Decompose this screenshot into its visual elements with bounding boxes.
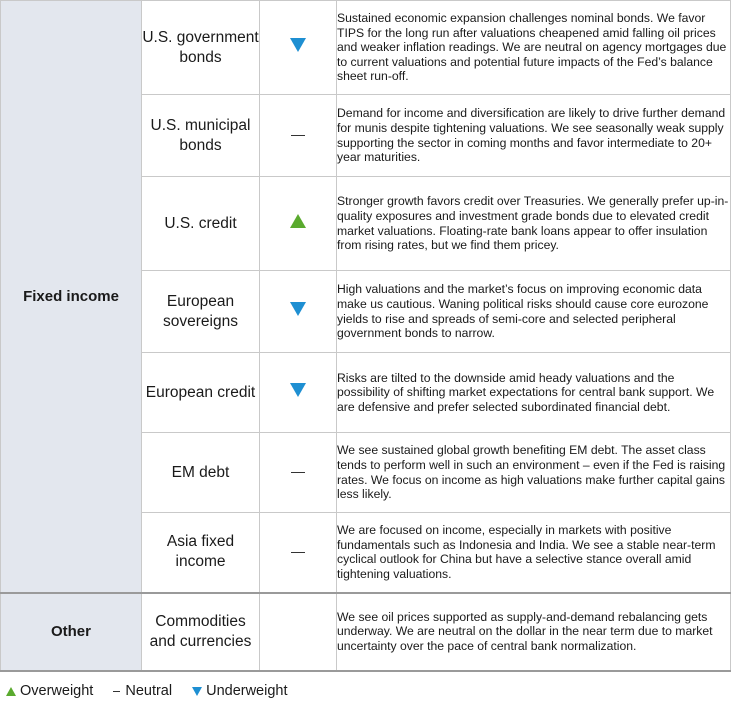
asset-name: European credit: [142, 353, 260, 433]
legend-underweight-label: Underweight: [206, 683, 288, 699]
underweight-icon: [290, 302, 306, 316]
legend-neutral: [113, 683, 172, 699]
view-text: Stronger growth favors credit over Treasuries. We generally prefer up-in-quality exposures and investment grade bonds due to elevated credit market valuations. Floating-rate bank loans appear to offer insulation from rising rates, but we find them pricey.: [337, 177, 731, 271]
category-other: Other: [1, 593, 142, 671]
signal-cell: [260, 433, 337, 513]
legend-overweight-label: Overweight: [20, 683, 94, 699]
legend-underweight: [192, 683, 287, 699]
table-row: [1, 593, 731, 671]
asset-name: Asia fixed income: [142, 513, 260, 593]
view-text: We see oil prices supported as supply-and-demand rebalancing gets underway. We are neutral on the dollar in the near term due to market uncertainty over the pace of central bank normalization.: [337, 593, 731, 671]
legend-neutral-label: Neutral: [125, 683, 173, 699]
view-text: Demand for income and diversification are likely to drive further demand for munis despite tightening valuations. We see seasonally weak supply supporting the sector in coming months and favor intermediate to 20+ year maturities.: [337, 95, 731, 177]
view-text: Risks are tilted to the downside amid heady valuations and the possibility of shifting market expectations for central bank support. We are defensive and prefer selected subordinated financial debt.: [337, 353, 731, 433]
signal-cell: [260, 1, 337, 95]
category-fixed-income: Fixed income: [1, 1, 142, 593]
neutral-icon: [291, 552, 305, 553]
signal-cell: [260, 593, 337, 671]
signal-cell: [260, 513, 337, 593]
legend-overweight: [6, 683, 93, 699]
table-row: [1, 1, 731, 95]
neutral-icon: [113, 691, 120, 692]
neutral-icon: [291, 472, 305, 473]
signal-cell: [260, 271, 337, 353]
neutral-icon: [291, 135, 305, 136]
view-text: Sustained economic expansion challenges nominal bonds. We favor TIPS for the long run after valuations cheapened amid falling oil prices and weaker inflation readings. We are neutral on agency mortgages due to current valuations and potential future impacts of the Fed’s balance sheet run-off.: [337, 1, 731, 95]
signal-cell: [260, 177, 337, 271]
overweight-icon: [290, 214, 306, 228]
view-text: We are focused on income, especially in markets with positive fundamentals such as Indonesia and India. We see a stable near-term cyclical outlook for China but have a selective stance overall amid tightening valuations.: [337, 513, 731, 593]
underweight-icon: [290, 38, 306, 52]
view-text: We see sustained global growth benefiting EM debt. The asset class tends to perform well in such an environment – even if the Fed is raising rates. We focus on income as high valuations make further capital gains less likely.: [337, 433, 731, 513]
view-text: High valuations and the market’s focus on improving economic data make us cautious. Waning political risks should cause core eurozone yields to rise and spreads of semi-core and selected peripheral government bonds to narrow.: [337, 271, 731, 353]
overweight-icon: [6, 687, 16, 696]
legend: [6, 683, 308, 699]
underweight-icon: [192, 687, 202, 696]
signal-cell: [260, 353, 337, 433]
asset-name: EM debt: [142, 433, 260, 513]
asset-name: U.S. municipal bonds: [142, 95, 260, 177]
asset-name: European sovereigns: [142, 271, 260, 353]
underweight-icon: [290, 383, 306, 397]
asset-name: U.S. credit: [142, 177, 260, 271]
signal-cell: [260, 95, 337, 177]
asset-name: Commodities and currencies: [142, 593, 260, 671]
asset-name: U.S. government bonds: [142, 1, 260, 95]
